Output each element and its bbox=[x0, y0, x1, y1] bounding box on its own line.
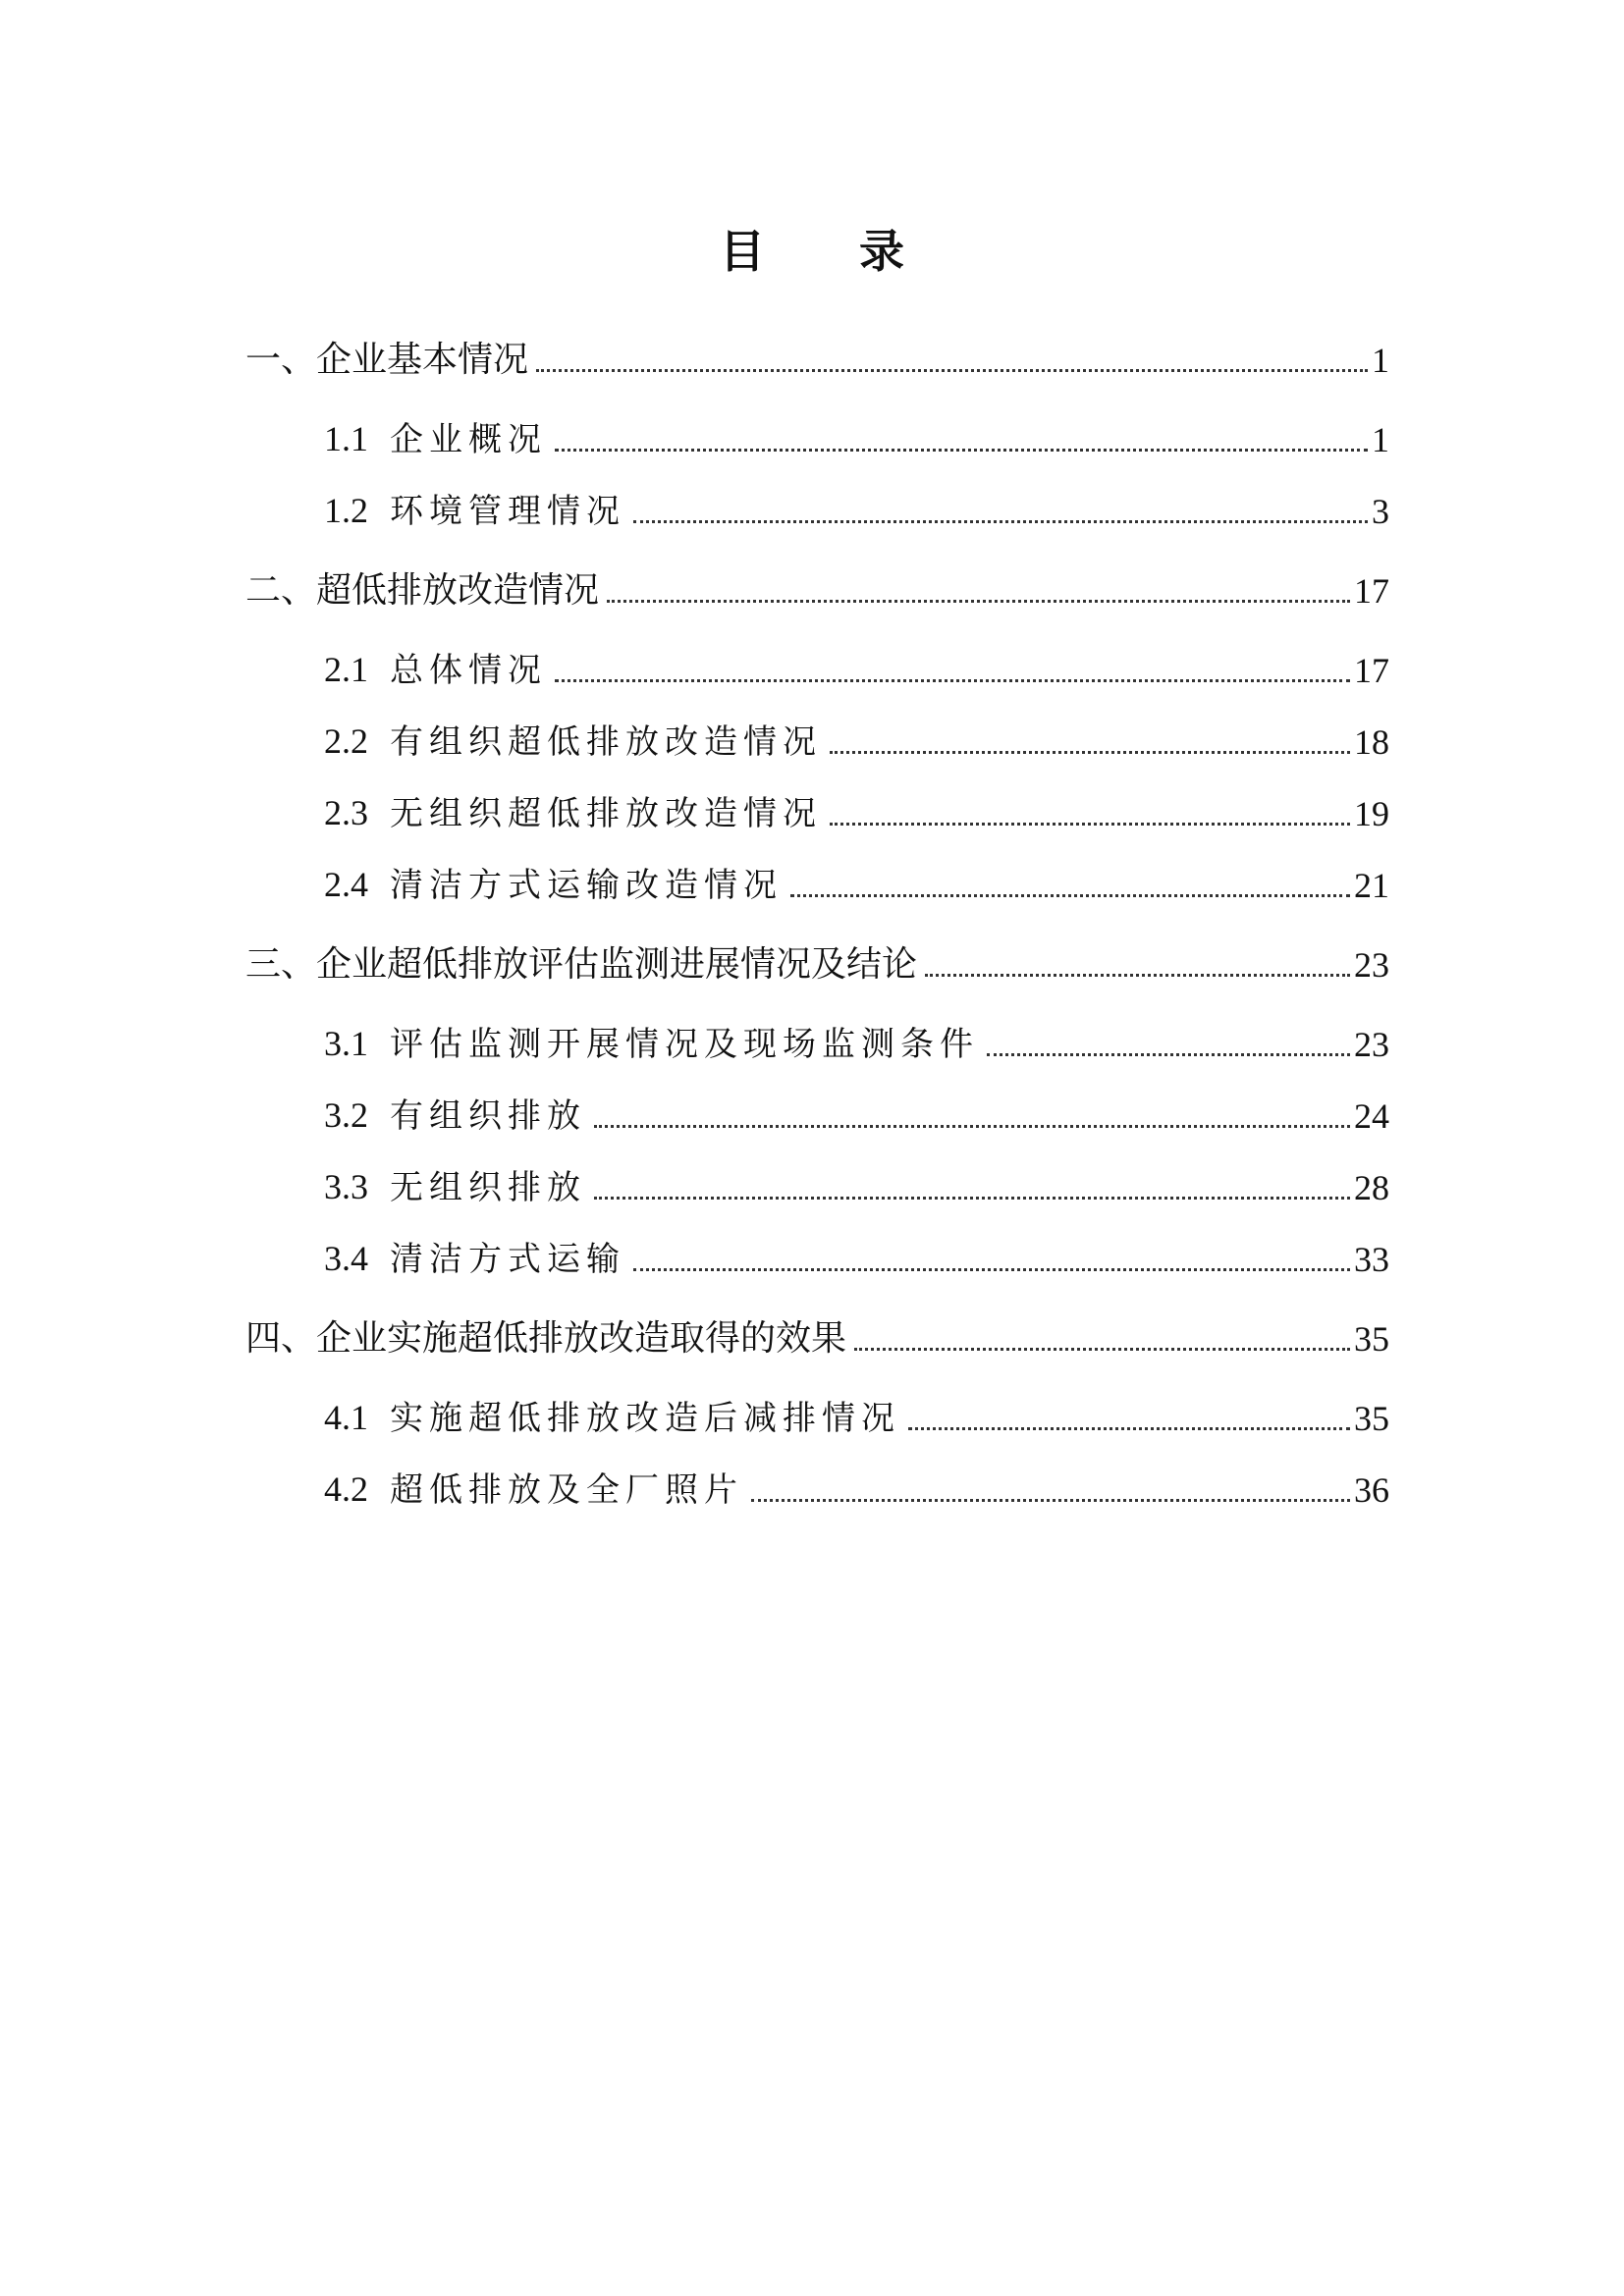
toc-subsection-title: 无组织超低排放改造情况 bbox=[390, 794, 822, 833]
dot-leader bbox=[633, 1268, 1350, 1271]
toc-subsection-title: 评估监测开展情况及现场监测条件 bbox=[390, 1025, 979, 1064]
toc-subsection-number: 3.1 bbox=[324, 1024, 368, 1063]
toc-subsection-number: 3.4 bbox=[324, 1239, 368, 1278]
toc-subsection-number: 4.2 bbox=[324, 1469, 368, 1509]
toc-subsection-number: 2.1 bbox=[324, 650, 368, 689]
toc-section-4[interactable] bbox=[245, 1315, 1389, 1362]
dot-leader bbox=[830, 751, 1350, 754]
toc-page-number: 1 bbox=[1372, 420, 1389, 459]
dot-leader bbox=[594, 1197, 1350, 1200]
toc-subsection-1-2[interactable] bbox=[324, 488, 1389, 535]
toc-section-title: 一、企业基本情况 bbox=[245, 340, 529, 380]
toc-subsection-2-1[interactable] bbox=[324, 647, 1389, 694]
dot-leader bbox=[925, 974, 1350, 977]
toc-subsection-2-3[interactable] bbox=[324, 790, 1389, 837]
toc-section-3[interactable] bbox=[245, 941, 1389, 988]
toc-page-number: 17 bbox=[1354, 571, 1389, 611]
dot-leader bbox=[607, 600, 1350, 603]
toc-subsection-3-1[interactable] bbox=[324, 1021, 1389, 1068]
toc-subsection-4-2[interactable] bbox=[324, 1467, 1389, 1514]
toc-page-number: 1 bbox=[1372, 341, 1389, 380]
toc-subsection-title: 实施超低排放改造后减排情况 bbox=[390, 1399, 900, 1438]
toc-page-number: 23 bbox=[1354, 945, 1389, 985]
toc-subsection-title: 环境管理情况 bbox=[390, 492, 625, 531]
toc-subsection-number: 2.2 bbox=[324, 721, 368, 761]
dot-leader bbox=[790, 894, 1350, 897]
toc-section-title: 四、企业实施超低排放改造取得的效果 bbox=[245, 1318, 847, 1359]
dot-leader bbox=[555, 449, 1368, 452]
toc-page-number: 28 bbox=[1354, 1168, 1389, 1207]
toc-section-title: 三、企业超低排放评估监测进展情况及结论 bbox=[245, 944, 918, 985]
toc-subsection-title: 有组织超低排放改造情况 bbox=[390, 722, 822, 762]
toc-subsection-title: 清洁方式运输改造情况 bbox=[390, 866, 783, 905]
dot-leader bbox=[555, 679, 1350, 682]
toc-page-number: 35 bbox=[1354, 1319, 1389, 1359]
toc-subsection-2-4[interactable] bbox=[324, 862, 1389, 909]
dot-leader bbox=[854, 1348, 1350, 1351]
dot-leader bbox=[536, 369, 1368, 372]
toc-page-number: 18 bbox=[1354, 722, 1389, 762]
toc-subsection-number: 1.1 bbox=[324, 419, 368, 458]
toc-subsection-title: 总体情况 bbox=[390, 651, 547, 690]
toc-subsection-number: 3.3 bbox=[324, 1167, 368, 1206]
toc-subsection-title: 无组织排放 bbox=[390, 1168, 586, 1207]
toc-subsection-title: 企业概况 bbox=[390, 420, 547, 459]
toc-page-number: 23 bbox=[1354, 1025, 1389, 1064]
dot-leader bbox=[908, 1427, 1350, 1430]
toc-subsection-3-4[interactable] bbox=[324, 1236, 1389, 1283]
dot-leader bbox=[633, 520, 1368, 523]
toc-subsection-3-2[interactable] bbox=[324, 1093, 1389, 1140]
dot-leader bbox=[830, 823, 1350, 826]
toc-page-number: 3 bbox=[1372, 492, 1389, 531]
toc-section-1[interactable] bbox=[245, 337, 1389, 384]
toc-subsection-number: 2.3 bbox=[324, 793, 368, 832]
toc-page-number: 33 bbox=[1354, 1240, 1389, 1279]
page-title: 目 录 bbox=[719, 225, 944, 278]
dot-leader bbox=[751, 1499, 1350, 1502]
toc-subsection-number: 3.2 bbox=[324, 1095, 368, 1135]
toc-section-2[interactable] bbox=[245, 567, 1389, 614]
toc-page-number: 21 bbox=[1354, 866, 1389, 905]
toc-section-title: 二、超低排放改造情况 bbox=[245, 570, 600, 611]
toc-page-number: 17 bbox=[1354, 651, 1389, 690]
toc-page-number: 19 bbox=[1354, 794, 1389, 833]
toc-page-number: 24 bbox=[1354, 1096, 1389, 1136]
toc-subsection-3-3[interactable] bbox=[324, 1164, 1389, 1211]
toc-subsection-2-2[interactable] bbox=[324, 719, 1389, 766]
toc-subsection-title: 有组织排放 bbox=[390, 1096, 586, 1136]
toc-subsection-number: 1.2 bbox=[324, 491, 368, 530]
toc-subsection-title: 清洁方式运输 bbox=[390, 1240, 625, 1279]
toc-subsection-4-1[interactable] bbox=[324, 1395, 1389, 1442]
dot-leader bbox=[987, 1053, 1350, 1056]
toc-page-number: 36 bbox=[1354, 1470, 1389, 1510]
toc-subsection-number: 2.4 bbox=[324, 865, 368, 904]
dot-leader bbox=[594, 1125, 1350, 1128]
toc-subsection-title: 超低排放及全厂照片 bbox=[390, 1470, 743, 1510]
toc-subsection-1-1[interactable] bbox=[324, 416, 1389, 463]
toc-subsection-number: 4.1 bbox=[324, 1398, 368, 1437]
toc-page-number: 35 bbox=[1354, 1399, 1389, 1438]
